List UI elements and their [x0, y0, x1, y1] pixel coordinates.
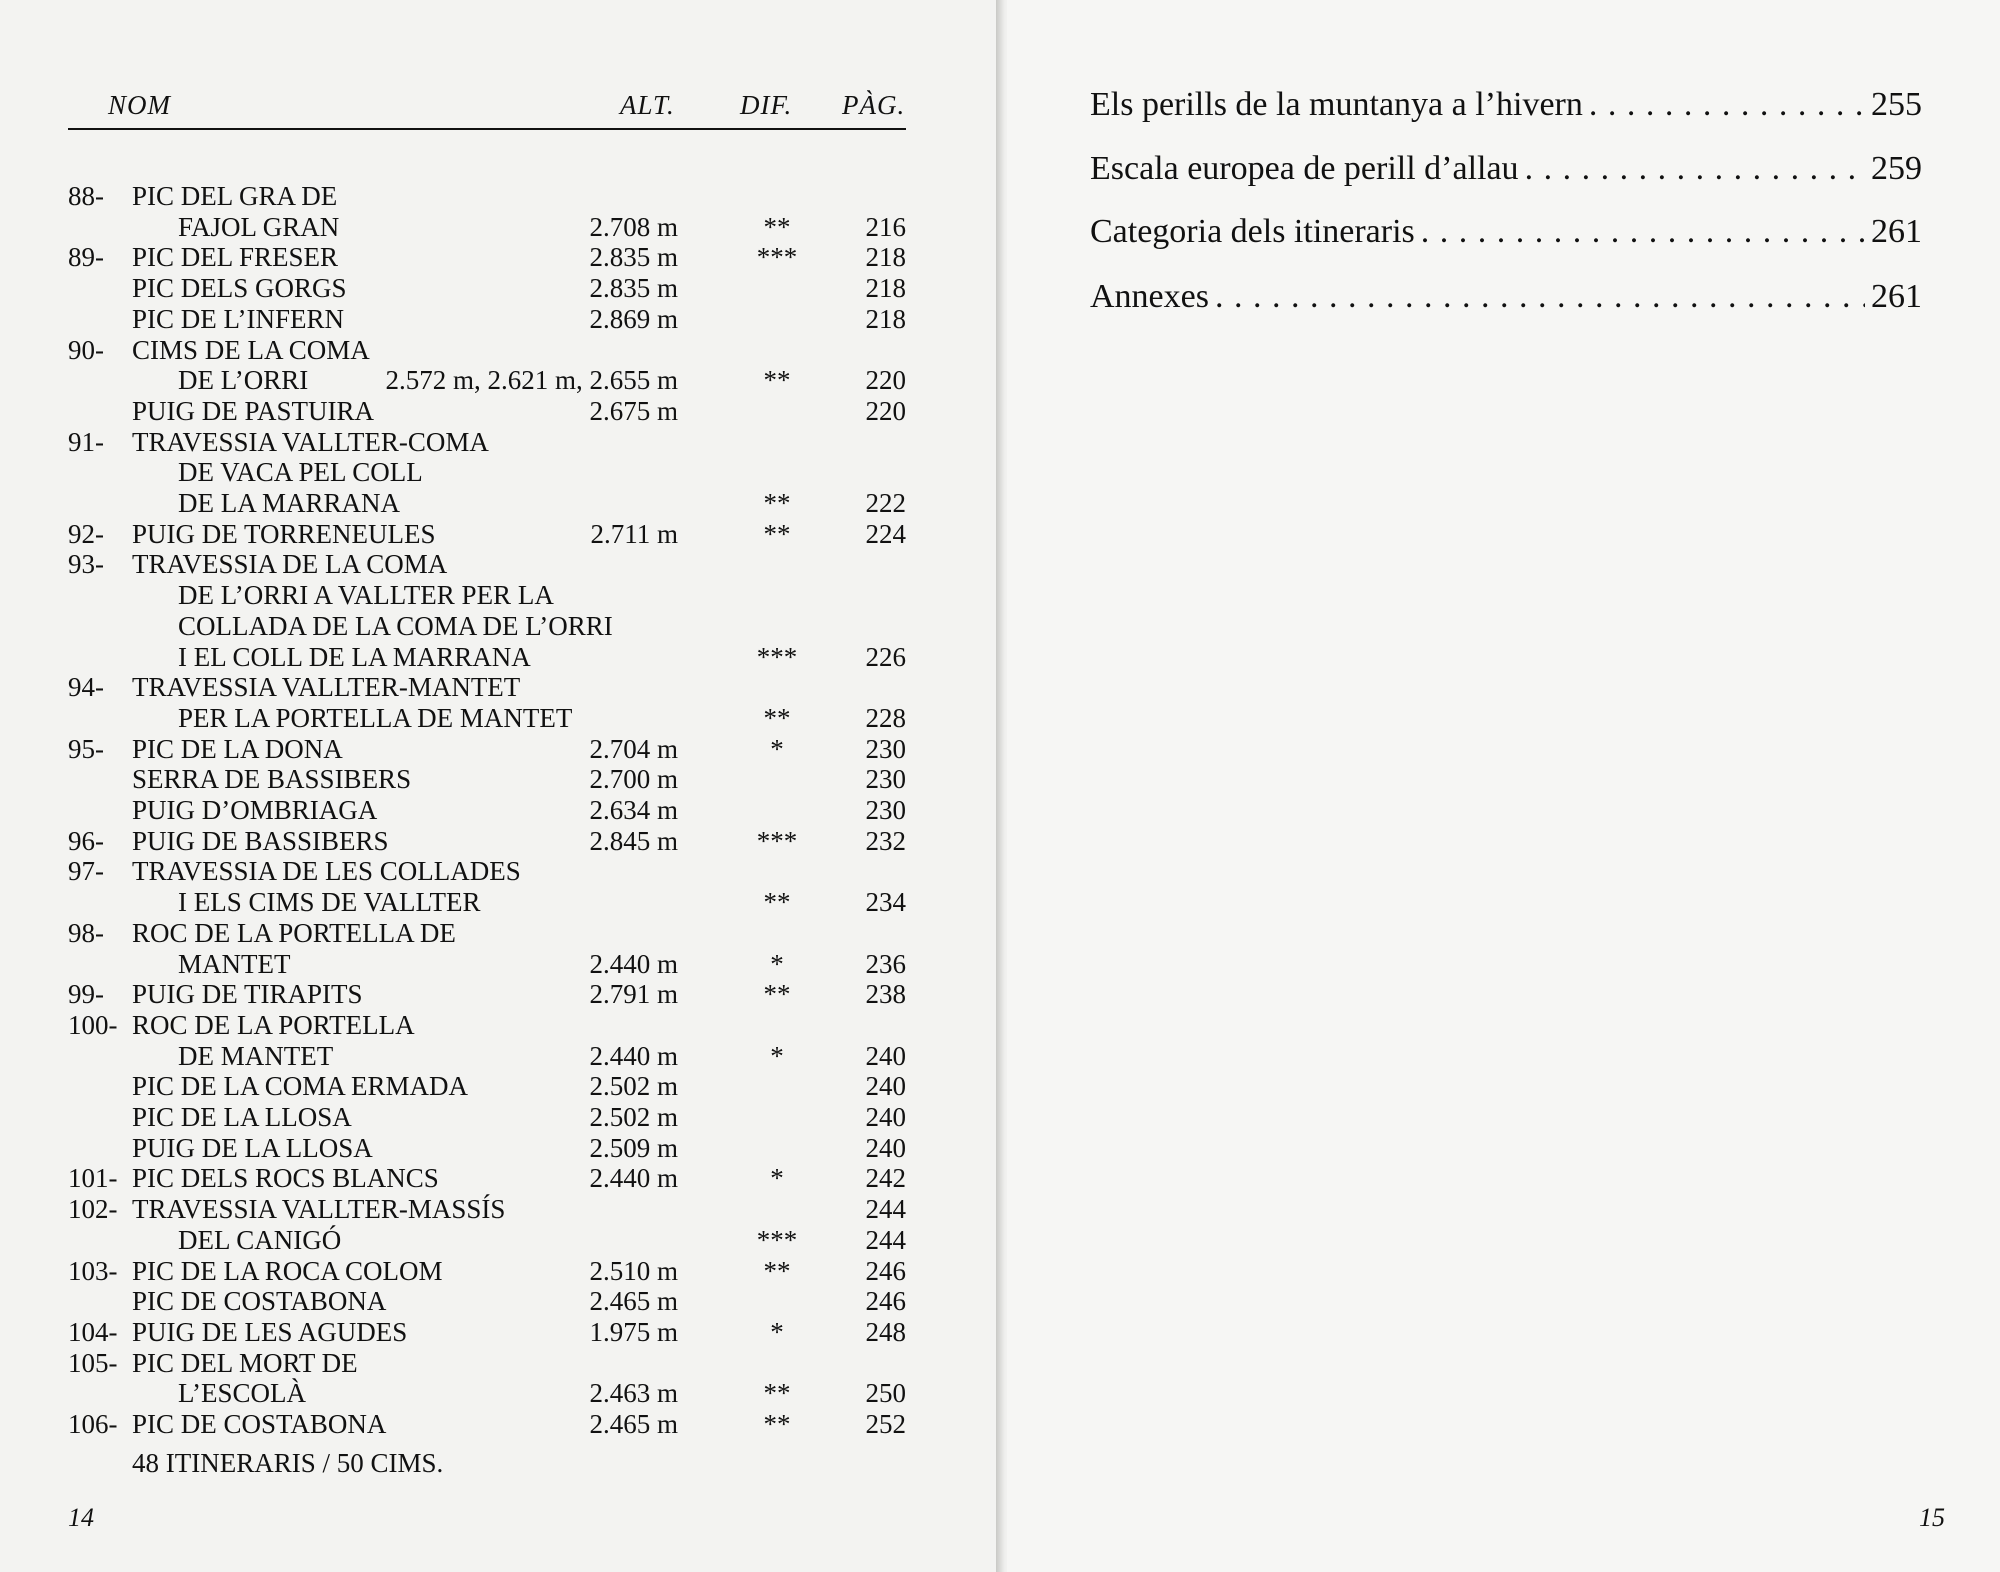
itinerary-name: MANTET: [178, 948, 291, 979]
table-row: [0, 181, 1000, 212]
itinerary-name: L’ESCOLÀ: [178, 1378, 307, 1409]
itinerary-name: PIC DE COSTABONA: [132, 1286, 387, 1317]
itinerary-name: CIMS DE LA COMA: [132, 334, 370, 365]
itinerary-name: TRAVESSIA VALLTER-COMA: [132, 426, 489, 457]
itinerary-number: 90-: [68, 334, 104, 365]
page-number-right: 15: [1919, 1503, 1945, 1532]
table-row: [0, 304, 1000, 335]
itinerary-name: PIC DE COSTABONA: [132, 1409, 387, 1439]
difficulty: **: [763, 365, 791, 396]
page-number-left: 14: [68, 1503, 94, 1532]
table-row: [0, 427, 1000, 458]
itinerary-number: 103-: [68, 1255, 118, 1286]
difficulty: **: [763, 488, 791, 518]
page-ref: 228: [865, 702, 906, 733]
difficulty: *: [770, 733, 784, 764]
page-ref: 244: [865, 1224, 906, 1255]
altitude: 1.975 m: [589, 1316, 678, 1347]
itinerary-number: 101-: [68, 1163, 118, 1194]
altitude: 2.835 m: [589, 273, 678, 304]
itinerary-name: PIC DEL GRA DE: [132, 181, 338, 211]
page-ref: 252: [865, 1409, 906, 1439]
difficulty: **: [763, 211, 791, 242]
itinerary-number: 98-: [68, 917, 104, 948]
itinerary-name: PUIG DE PASTUIRA: [132, 395, 375, 426]
itinerary-number: 88-: [68, 181, 104, 211]
table-row: [0, 672, 1000, 703]
itinerary-number: 94-: [68, 672, 104, 703]
itinerary-name: ROC DE LA PORTELLA DE: [132, 917, 456, 948]
table-row: [0, 734, 1000, 765]
difficulty: **: [763, 1378, 791, 1409]
itinerary-name: PIC DELS GORGS: [132, 273, 347, 304]
itinerary-name: TRAVESSIA DE LES COLLADES: [132, 856, 521, 887]
page-ref: 216: [865, 211, 906, 242]
itinerary-name: PUIG DE TORRENEULES: [132, 518, 436, 549]
header-alt: ALT.: [620, 90, 675, 120]
header-dif: DIF.: [740, 90, 793, 120]
page-ref: 238: [865, 979, 906, 1010]
table-row: [0, 795, 1000, 826]
toc-entry[interactable]: [1090, 142, 1922, 190]
altitude: 2.869 m: [589, 303, 678, 334]
itinerary-name: PIC DEL FRESER: [132, 242, 339, 273]
page-ref: 242: [865, 1163, 906, 1194]
page-ref: 224: [865, 518, 906, 549]
itinerary-number: 96-: [68, 825, 104, 856]
page-ref: 244: [865, 1194, 906, 1225]
table-row: [0, 396, 1000, 427]
table-row: [0, 1256, 1000, 1287]
toc-entry[interactable]: [1090, 78, 1922, 126]
table-row: [0, 642, 1000, 673]
table-row: [0, 1286, 1000, 1317]
itinerary-name: PER LA PORTELLA DE MANTET: [178, 702, 573, 733]
difficulty: ***: [756, 641, 798, 672]
page-ref: 246: [865, 1255, 906, 1286]
table-row: [0, 703, 1000, 734]
itinerary-name: PIC DE LA COMA ERMADA: [132, 1071, 469, 1102]
altitude: 2.572 m, 2.621 m, 2.655 m: [385, 365, 678, 396]
itinerary-number: 89-: [68, 242, 104, 273]
altitude: 2.465 m: [589, 1409, 678, 1439]
table-row: [0, 1194, 1000, 1225]
toc-title: Categoria dels itineraris: [1090, 213, 1415, 250]
difficulty: **: [763, 887, 791, 918]
toc-title: Escala europea de perill d’allau: [1090, 150, 1519, 187]
page-ref: 234: [865, 887, 906, 918]
page-ref: 230: [865, 795, 906, 825]
itinerary-name: DE VACA PEL COLL: [178, 457, 423, 488]
table-row: [0, 1071, 1000, 1102]
altitude: 2.634 m: [589, 795, 678, 825]
itinerary-name: COLLADA DE LA COMA DE L’ORRI: [178, 610, 613, 641]
itinerary-number: 92-: [68, 518, 104, 549]
itinerary-number: 93-: [68, 549, 104, 580]
itinerary-name: PUIG DE LES AGUDES: [132, 1316, 408, 1347]
table-row: [0, 519, 1000, 550]
table-row: [0, 826, 1000, 857]
table-row: [0, 1010, 1000, 1041]
itinerary-name: PIC DE LA DONA: [132, 733, 343, 764]
difficulty: **: [763, 518, 791, 549]
table-row: [0, 335, 1000, 366]
page-ref: 220: [865, 365, 906, 396]
page-ref: 220: [865, 395, 906, 426]
altitude: 2.465 m: [589, 1286, 678, 1317]
difficulty: ***: [756, 825, 798, 856]
itinerary-name: PIC DEL MORT DE: [132, 1347, 358, 1378]
difficulty: ***: [756, 242, 798, 273]
itinerary-number: 104-: [68, 1316, 118, 1347]
altitude: 2.440 m: [589, 1163, 678, 1194]
table-row: [0, 365, 1000, 396]
difficulty: **: [763, 1255, 791, 1286]
itinerary-number: 100-: [68, 1009, 118, 1040]
page-ref: 226: [865, 641, 906, 672]
itinerary-number: 102-: [68, 1194, 118, 1225]
table-row: [0, 1041, 1000, 1072]
itinerary-name: TRAVESSIA VALLTER-MANTET: [132, 672, 521, 703]
header-pag: PÀG.: [842, 90, 906, 120]
toc-page: 255: [1871, 86, 1922, 123]
toc-entry[interactable]: [1090, 270, 1922, 318]
altitude: 2.440 m: [589, 1040, 678, 1071]
page-ref: 218: [865, 242, 906, 273]
altitude: 2.509 m: [589, 1132, 678, 1163]
itinerary-name: ROC DE LA PORTELLA: [132, 1009, 415, 1040]
toc-title: Annexes: [1090, 278, 1209, 315]
table-row: [0, 979, 1000, 1010]
itinerary-number: 105-: [68, 1347, 118, 1378]
altitude: 2.845 m: [589, 825, 678, 856]
toc-leader-dots: [1589, 84, 1865, 126]
toc-leader-dots: [1421, 211, 1865, 253]
difficulty: **: [763, 1409, 791, 1439]
altitude: 2.675 m: [589, 395, 678, 426]
page-ref: 240: [865, 1132, 906, 1163]
itinerary-number: 95-: [68, 733, 104, 764]
page-ref: 236: [865, 948, 906, 979]
header-nom: NOM: [108, 90, 171, 120]
page-ref: 230: [865, 733, 906, 764]
altitude: 2.711 m: [590, 518, 678, 549]
difficulty: *: [770, 948, 784, 979]
table-row: [0, 1163, 1000, 1194]
table-row: [0, 488, 1000, 519]
itinerary-name: TRAVESSIA VALLTER-MASSÍS: [132, 1194, 506, 1225]
altitude: 2.502 m: [589, 1071, 678, 1102]
table-row: [0, 949, 1000, 980]
page-ref: 248: [865, 1316, 906, 1347]
table-row: [0, 1133, 1000, 1164]
altitude: 2.835 m: [589, 242, 678, 273]
table-row: [0, 856, 1000, 887]
table-row: [0, 1317, 1000, 1348]
toc-leader-dots: [1525, 148, 1865, 190]
table-row: [0, 457, 1000, 488]
itinerary-name: SERRA DE BASSIBERS: [132, 764, 412, 795]
page-ref: 230: [865, 764, 906, 795]
page-ref: 222: [865, 488, 906, 518]
altitude: 2.791 m: [589, 979, 678, 1010]
itinerary-name: I ELS CIMS DE VALLTER: [178, 887, 481, 918]
itinerary-name: DE LA MARRANA: [178, 488, 401, 518]
itinerary-name: DE L’ORRI: [178, 365, 309, 396]
itinerary-number: 106-: [68, 1409, 118, 1439]
page-ref: 240: [865, 1102, 906, 1132]
page-ref: 218: [865, 303, 906, 334]
difficulty: *: [770, 1316, 784, 1347]
altitude: 2.502 m: [589, 1102, 678, 1132]
table-row: [0, 549, 1000, 580]
itinerary-name: PIC DE L’INFERN: [132, 303, 345, 334]
itinerary-name: I EL COLL DE LA MARRANA: [178, 641, 531, 672]
table-row: [0, 580, 1000, 611]
table-row: [0, 1348, 1000, 1379]
difficulty: *: [770, 1040, 784, 1071]
page-ref: 246: [865, 1286, 906, 1317]
itinerary-name: FAJOL GRAN: [178, 211, 340, 242]
difficulty: **: [763, 702, 791, 733]
toc-leader-dots: [1215, 276, 1865, 318]
table-row: [0, 1225, 1000, 1256]
itinerary-name: PIC DE LA LLOSA: [132, 1102, 352, 1132]
page-ref: 232: [865, 825, 906, 856]
page-ref: 250: [865, 1378, 906, 1409]
itinerary-name: PIC DELS ROCS BLANCS: [132, 1163, 439, 1194]
table-row: [0, 212, 1000, 243]
itinerary-name: DE L’ORRI A VALLTER PER LA: [178, 580, 554, 611]
table-row: [0, 887, 1000, 918]
table-row: [0, 273, 1000, 304]
toc-entry[interactable]: [1090, 205, 1922, 253]
altitude: 2.704 m: [589, 733, 678, 764]
table-row: [0, 242, 1000, 273]
altitude: 2.463 m: [589, 1378, 678, 1409]
difficulty: ***: [756, 1224, 798, 1255]
summary-line: 48 ITINERARIS / 50 CIMS.: [132, 1448, 444, 1478]
toc-title: Els perills de la muntanya a l’hivern: [1090, 86, 1583, 123]
page-ref: 240: [865, 1040, 906, 1071]
altitude: 2.510 m: [589, 1255, 678, 1286]
difficulty: **: [763, 979, 791, 1010]
itinerary-name: TRAVESSIA DE LA COMA: [132, 549, 448, 580]
itinerary-name: DEL CANIGÓ: [178, 1224, 342, 1255]
table-row: [0, 1378, 1000, 1409]
itinerary-name: PUIG DE TIRAPITS: [132, 979, 363, 1010]
altitude: 2.708 m: [589, 211, 678, 242]
itinerary-number: 91-: [68, 426, 104, 457]
itinerary-number: 99-: [68, 979, 104, 1010]
itinerary-name: PUIG DE LA LLOSA: [132, 1132, 373, 1163]
table-row: [0, 1102, 1000, 1133]
altitude: 2.440 m: [589, 948, 678, 979]
page-ref: 240: [865, 1071, 906, 1102]
toc-page: 261: [1871, 213, 1922, 250]
toc-page: 261: [1871, 278, 1922, 315]
itinerary-name: PUIG D’OMBRIAGA: [132, 795, 378, 825]
page-ref: 218: [865, 273, 906, 304]
altitude: 2.700 m: [589, 764, 678, 795]
difficulty: *: [770, 1163, 784, 1194]
table-row: [0, 764, 1000, 795]
itinerary-name: PUIG DE BASSIBERS: [132, 825, 389, 856]
table-row: [0, 1409, 1000, 1440]
itinerary-name: DE MANTET: [178, 1040, 334, 1071]
itinerary-name: PIC DE LA ROCA COLOM: [132, 1255, 443, 1286]
toc-page: 259: [1871, 150, 1922, 187]
table-row: [0, 918, 1000, 949]
itinerary-number: 97-: [68, 856, 104, 887]
table-header: [68, 88, 906, 130]
table-row: [0, 611, 1000, 642]
